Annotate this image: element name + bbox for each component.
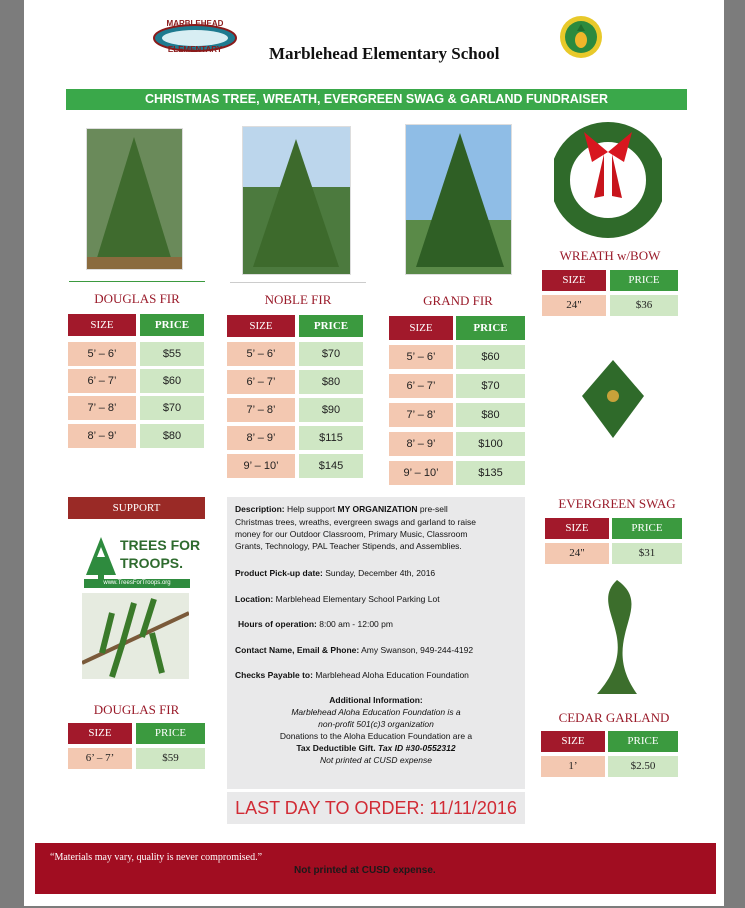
price-cell: $80 xyxy=(456,403,525,427)
additional-label: Additional Information: xyxy=(329,695,423,705)
price-cell: $60 xyxy=(140,369,204,393)
douglas-divider xyxy=(69,281,205,282)
size-header: SIZE xyxy=(545,518,609,539)
size-cell: 8’ – 9’ xyxy=(389,432,453,456)
price-cell: $70 xyxy=(140,396,204,420)
swag-photo xyxy=(572,356,654,440)
desc-line-3: money for our Outdoor Classroom, Primary Music, Classroom xyxy=(235,529,468,539)
size-cell: 6’ – 7’ xyxy=(389,374,453,398)
last-day-banner: LAST DAY TO ORDER: 11/11/2016 xyxy=(227,792,525,824)
checks-value: Marblehead Aloha Education Foundation xyxy=(315,670,469,680)
location-label: Location: xyxy=(235,594,274,604)
price-cell: $60 xyxy=(456,345,525,369)
footer-quote: “Materials may vary, quality is never compromised.” xyxy=(50,852,263,863)
contact-label: Contact Name, Email & Phone: xyxy=(235,645,360,655)
price-cell: $31 xyxy=(612,543,682,564)
size-header: SIZE xyxy=(68,723,132,744)
price-cell: $145 xyxy=(299,454,363,478)
douglas-fir-heading: DOUGLAS FIR xyxy=(94,291,180,306)
additional-line-2: non-profit 501(c)3 organization xyxy=(318,719,434,729)
footer-note: Not printed at CUSD expense. xyxy=(294,865,436,876)
garland-heading: CEDAR GARLAND xyxy=(558,710,670,725)
size-cell: 6’ – 7’ xyxy=(68,748,132,769)
desc-label: Description: xyxy=(235,504,285,514)
additional-line-3: Donations to the Aloha Education Foundation are a xyxy=(279,731,473,741)
price-header: PRICE xyxy=(136,723,205,744)
desc-org: MY ORGANIZATION xyxy=(337,504,418,514)
size-cell: 8’ – 9’ xyxy=(68,424,136,448)
price-header: PRICE xyxy=(612,518,682,539)
price-cell: $70 xyxy=(456,374,525,398)
wreath-heading: WREATH w/BOW xyxy=(559,248,661,263)
fundraiser-banner: CHRISTMAS TREE, WREATH, EVERGREEN SWAG & GARLAND FUNDRAISER xyxy=(66,89,687,110)
size-cell: 24" xyxy=(545,543,609,564)
additional-line-1: Marblehead Aloha Education Foundation is a xyxy=(291,707,461,717)
grand-fir-heading: GRAND FIR xyxy=(423,293,493,308)
price-cell: $100 xyxy=(456,432,525,456)
size-header: SIZE xyxy=(227,315,295,337)
price-cell: $80 xyxy=(299,370,363,394)
pickup-label: Product Pick-up date: xyxy=(235,568,323,578)
desc-line-4: Grants, Technology, PAL Teacher Stipends, and Assemblies. xyxy=(235,541,462,551)
info-box xyxy=(227,497,525,789)
school-logo xyxy=(152,16,238,56)
price-cell: $70 xyxy=(299,342,363,366)
location-value: Marblehead Elementary School Parking Lot xyxy=(275,594,440,604)
page-title: Marblehead Elementary School xyxy=(269,44,500,63)
size-cell: 5’ – 6’ xyxy=(227,342,295,366)
logo-url: www.TreesForTroops.org xyxy=(84,579,190,588)
size-cell: 5’ – 6’ xyxy=(68,342,136,366)
noble-fir-photo xyxy=(242,126,351,275)
size-header: SIZE xyxy=(68,314,136,336)
support-douglas-heading: DOUGLAS FIR xyxy=(93,702,180,717)
trees-for-troops-logo xyxy=(84,533,201,589)
pickup-value: Sunday, December 4th, 2016 xyxy=(325,568,436,578)
desc-line-2: Christmas trees, wreaths, evergreen swags and garland to raise xyxy=(235,517,476,527)
price-cell: $115 xyxy=(299,426,363,450)
size-cell: 9’ – 10’ xyxy=(227,454,295,478)
size-cell: 7’ – 8’ xyxy=(227,398,295,422)
svg-text:MARBLEHEAD: MARBLEHEAD xyxy=(166,19,224,28)
noble-fir-heading: NOBLE FIR xyxy=(264,292,332,307)
size-cell: 24" xyxy=(542,295,606,316)
footer-bar xyxy=(35,843,716,894)
desc-text-1: Help support xyxy=(286,504,336,514)
size-cell: 6’ – 7’ xyxy=(227,370,295,394)
additional-line-5: Not printed at CUSD expense xyxy=(320,755,432,765)
size-cell: 6’ – 7’ xyxy=(68,369,136,393)
grand-fir-photo xyxy=(405,124,512,275)
size-cell: 1’ xyxy=(541,756,605,777)
logo-line-1: TREES FOR xyxy=(120,537,201,553)
price-cell: $36 xyxy=(610,295,678,316)
price-cell: $2.50 xyxy=(608,756,678,777)
price-header: PRICE xyxy=(140,314,204,336)
price-cell: $135 xyxy=(456,461,525,485)
desc-text-2: pre-sell xyxy=(419,504,448,514)
price-cell: $55 xyxy=(140,342,204,366)
size-cell: 7’ – 8’ xyxy=(389,403,453,427)
swag-heading: EVERGREEN SWAG xyxy=(558,496,676,511)
size-cell: 9’ – 10’ xyxy=(389,461,453,485)
tax-id: Tax ID #30-0552312 xyxy=(377,743,456,753)
tax-gift: Tax Deductible Gift. xyxy=(296,743,376,753)
noble-divider xyxy=(230,282,366,283)
price-cell: $90 xyxy=(299,398,363,422)
price-header: PRICE xyxy=(608,731,678,752)
size-cell: 8’ – 9’ xyxy=(227,426,295,450)
hours-value: 8:00 am - 12:00 pm xyxy=(319,619,393,629)
checks-label: Checks Payable to: xyxy=(235,670,313,680)
price-cell: $59 xyxy=(136,748,205,769)
logo-line-2: TROOPS. xyxy=(120,555,184,571)
support-label: SUPPORT xyxy=(68,497,205,519)
size-header: SIZE xyxy=(541,731,605,752)
flyer-page xyxy=(24,0,724,906)
hours-label: Hours of operation: xyxy=(238,619,317,629)
svg-text:ELEMENTARY: ELEMENTARY xyxy=(167,45,223,54)
garland-photo xyxy=(567,578,667,696)
size-cell: 7’ – 8’ xyxy=(68,396,136,420)
price-header: PRICE xyxy=(610,270,678,291)
size-header: SIZE xyxy=(389,316,453,340)
wreath-photo xyxy=(554,120,662,238)
price-cell: $80 xyxy=(140,424,204,448)
pineapple-logo xyxy=(559,15,603,59)
price-header: PRICE xyxy=(456,316,525,340)
douglas-fir-photo xyxy=(86,128,183,270)
size-cell: 5’ – 6’ xyxy=(389,345,453,369)
pine-branch-photo xyxy=(82,593,189,679)
contact-value: Amy Swanson, 949-244-4192 xyxy=(361,645,474,655)
size-header: SIZE xyxy=(542,270,606,291)
price-header: PRICE xyxy=(299,315,363,337)
